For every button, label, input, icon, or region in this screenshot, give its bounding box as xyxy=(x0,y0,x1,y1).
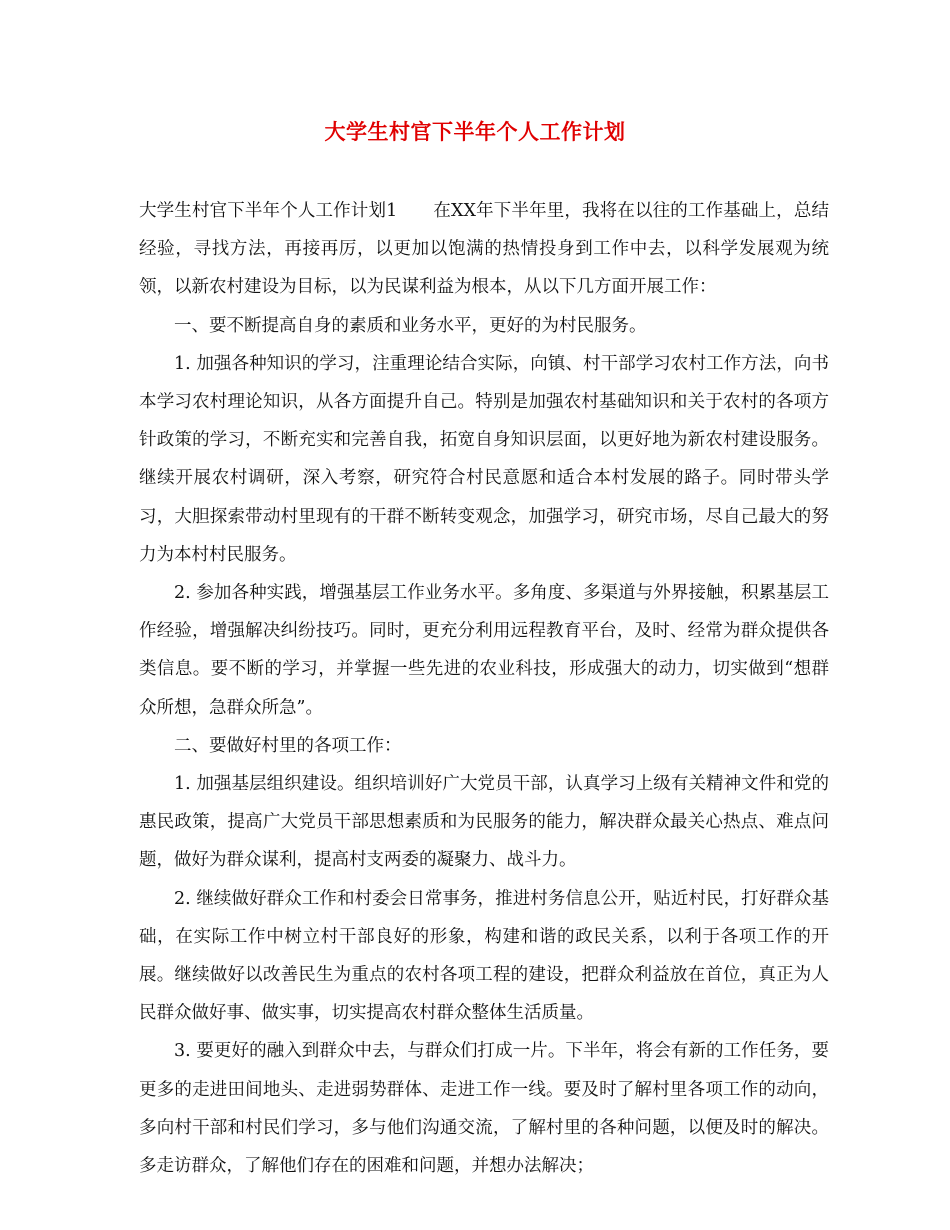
paragraph-2-3: 3. 要更好的融入到群众中去，与群众们打成一片。下半年，将会有新的工作任务，要更多的走进田间地头、走进弱势群体、走进工作一线。要及时了解村里各项工作的动向，多向村干部和村民们学习，多与他们沟通交流，了解村里的各种问题，以便及时的解决。多走访群众，了解他们存在的困难和问题，并想办法解决； xyxy=(139,1041,829,1177)
paragraph-2-1: 1. 加强基层组织建设。组织培训好广大党员干部，认真学习上级有关精神文件和党的惠民政策，提高广大党员干部思想素质和为民服务的能力，解决群众最关心热点、难点问题，做好为群众谋利，提高村支两委的凝聚力、战斗力。 xyxy=(139,774,829,871)
section-heading-1: 一、要不断提高自身的素质和业务水平，更好的为村民服务。 xyxy=(174,315,647,336)
section-heading-2: 二、要做好村里的各项工作： xyxy=(174,735,402,756)
document-body xyxy=(139,192,829,1185)
paragraph-2-2: 2. 继续做好群众工作和村委会日常事务，推进村务信息公开，贴近村民，打好群众基础，在实际工作中树立村干部良好的形象，构建和谐的政民关系，以利于各项工作的开展。继续做好以改善民生为重点的农村各项工程的建设，把群众利益放在首位，真正为人民群众做好事、做实事，切实提高农村群众整体生活质量。 xyxy=(139,888,829,1024)
intro-heading: 大学生村官下半年个人工作计划1 xyxy=(139,201,398,221)
paragraph-1-1: 1. 加强各种知识的学习，注重理论结合实际，向镇、村干部学习农村工作方法，向书本学习农村理论知识，从各方面提升自己。特别是加强农村基础知识和关于农村的各项方针政策的学习，不断充实和完善自我，拓宽自身知识层面，以更好地为新农村建设服务。继续开展农村调研，深入考察，研究符合村民意愿和适合本村发展的路子。同时带头学习，大胆探索带动村里现有的干群不断转变观念，加强学习，研究市场，尽自己最大的努力为本村村民服务。 xyxy=(139,353,829,565)
intro-text: 在XX年下半年里，我将在以往的工作基础上，总结经验，寻找方法，再接再厉，以更加以饱满的热情投身到工作中去，以科学发展观为统领，以新农村建设为目标，以为民谋利益为根本，从以下几方面开展工作： xyxy=(139,201,829,298)
paragraph-1-2: 2. 参加各种实践，增强基层工作业务水平。多角度、多渠道与外界接触，积累基层工作经验，增强解决纠纷技巧。同时，更充分利用远程教育平台，及时、经常为群众提供各类信息。要不断的学习，并掌握一些先进的农业科技，形成强大的动力，切实做到“想群众所想，急群众所急”。 xyxy=(139,583,829,718)
document-title: 大学生村官下半年个人工作计划 xyxy=(324,119,626,144)
intro-paragraph xyxy=(139,192,829,307)
